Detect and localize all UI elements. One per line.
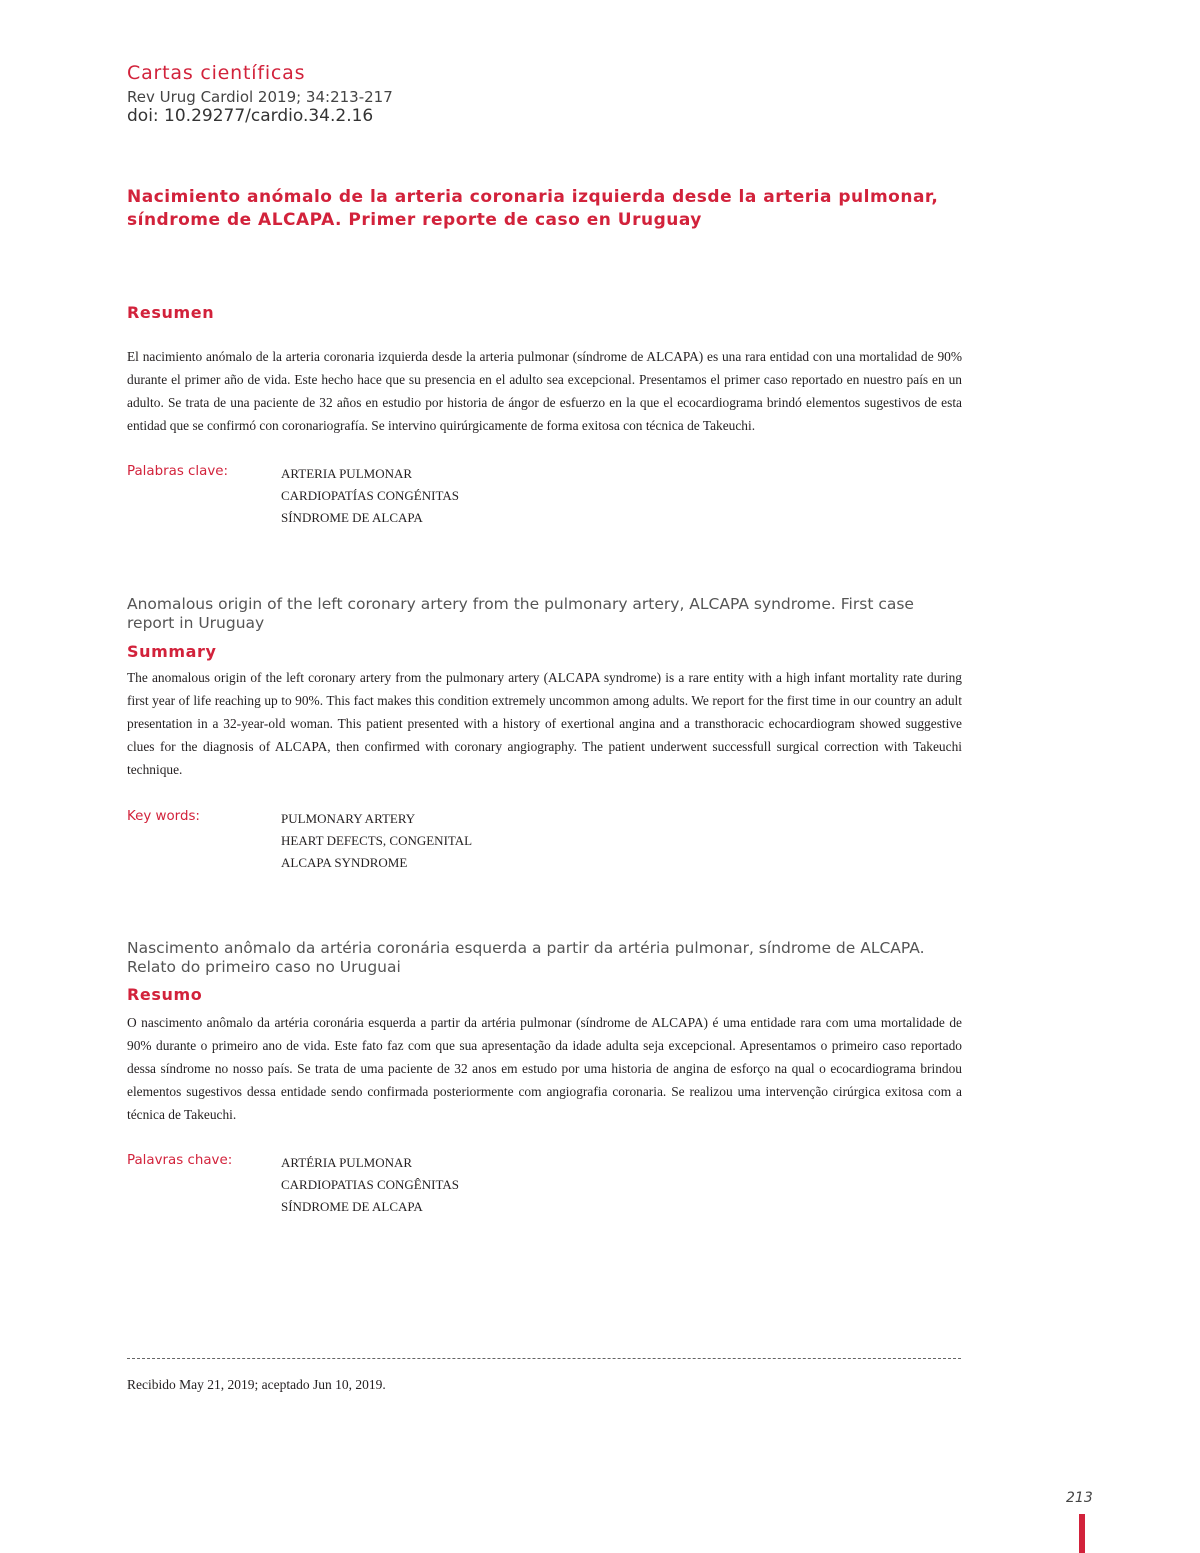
- footer-divider: [127, 1358, 961, 1359]
- section-label: Cartas científicas: [127, 62, 306, 84]
- keyword-item: ARTERIA PULMONAR: [281, 466, 413, 481]
- page-accent-bar: [1079, 1514, 1085, 1553]
- resumen-heading: Resumen: [127, 303, 215, 322]
- keyword-item: ALCAPA SYNDROME: [281, 855, 408, 870]
- page-number: 213: [1066, 1490, 1093, 1506]
- keyword-item: ARTÉRIA PULMONAR: [281, 1155, 413, 1170]
- palavras-chave-label: Palavras chave:: [127, 1153, 233, 1168]
- resumo-abstract: O nascimento anômalo da artéria coronária esquerda a partir da artéria pulmonar (síndrome de ALCAPA) é uma entidade rara com uma mortalidade de 90% durante o primeiro ano de vida. Este fato faz com que sua apresentação da idade adulta seja excepcional. Apresentamos o primeiro caso reportado dessa síndrome no nosso país. Se trata de uma paciente de 32 anos em estudo por uma historia de angina de esforço na qual o ecocardiograma brindou elementos sugestivos dessa entidade sendo confirmada posteriormente com angiografia coronaria. Se realizou uma intervenção cirúrgica exitosa com a técnica de Takeuchi.: [127, 1015, 962, 1122]
- summary-heading: Summary: [127, 642, 217, 661]
- article-title: Nacimiento anómalo de la arteria coronaria izquierda desde la arteria pulmonar, síndrome de ALCAPA. Primer reporte de caso en Uruguay: [127, 187, 939, 230]
- doi-link[interactable]: doi: 10.29277/cardio.34.2.16: [127, 106, 374, 126]
- resumen-abstract: El nacimiento anómalo de la arteria coronaria izquierda desde la arteria pulmonar (síndrome de ALCAPA) es una rara entidad con una mortalidad de 90% durante el primer año de vida. Este hecho hace que su presencia en el adulto sea excepcional. Presentamos el primer caso reportado en nuestro país en un adulto. Se trata de una paciente de 32 años en estudio por historia de ángor de esfuerzo en la que el ecocardiograma brindó elementos sugestivos de esta entidad que se confirmó con coronariografía. Se intervino quirúrgicamente de forma exitosa con técnica de Takeuchi.: [127, 349, 962, 433]
- palabras-clave-list: [281, 463, 459, 529]
- palavras-chave-list: [281, 1152, 459, 1218]
- keyword-item: SÍNDROME DE ALCAPA: [281, 1199, 423, 1214]
- keyword-item: CARDIOPATÍAS CONGÉNITAS: [281, 488, 459, 503]
- resumo-heading: Resumo: [127, 985, 203, 1004]
- summary-abstract: The anomalous origin of the left coronary artery from the pulmonary artery (ALCAPA syndrome) is a rare entity with a high infant mortality rate during first year of life reaching up to 90%. This fact makes this condition extremely uncommon among adults. We report for the first time in our country an adult presentation in a 32-year-old woman. This patient presented with a history of exertional angina and a transthoracic echocardiogram showed suggestive clues for the diagnosis of ALCAPA, then confirmed with coronary angiography. The patient underwent successfull surgical correction with Takeuchi technique.: [127, 670, 962, 777]
- portuguese-title: Nascimento anômalo da artéria coronária esquerda a partir da artéria pulmonar, síndrome de ALCAPA. Relato do primeiro caso no Uruguai: [127, 939, 925, 976]
- palabras-clave-label: Palabras clave:: [127, 464, 229, 479]
- received-date: Recibido May 21, 2019; aceptado Jun 10, 2019.: [127, 1377, 386, 1392]
- key-words-label: Key words:: [127, 809, 200, 824]
- keyword-item: HEART DEFECTS, CONGENITAL: [281, 833, 473, 848]
- keyword-item: SÍNDROME DE ALCAPA: [281, 510, 423, 525]
- english-title: Anomalous origin of the left coronary artery from the pulmonary artery, ALCAPA syndrome. First case report in Uruguay: [127, 595, 914, 632]
- keyword-item: PULMONARY ARTERY: [281, 811, 416, 826]
- keyword-item: CARDIOPATIAS CONGÊNITAS: [281, 1177, 459, 1192]
- key-words-list: [281, 808, 472, 874]
- journal-citation: Rev Urug Cardiol 2019; 34:213-217: [127, 88, 393, 106]
